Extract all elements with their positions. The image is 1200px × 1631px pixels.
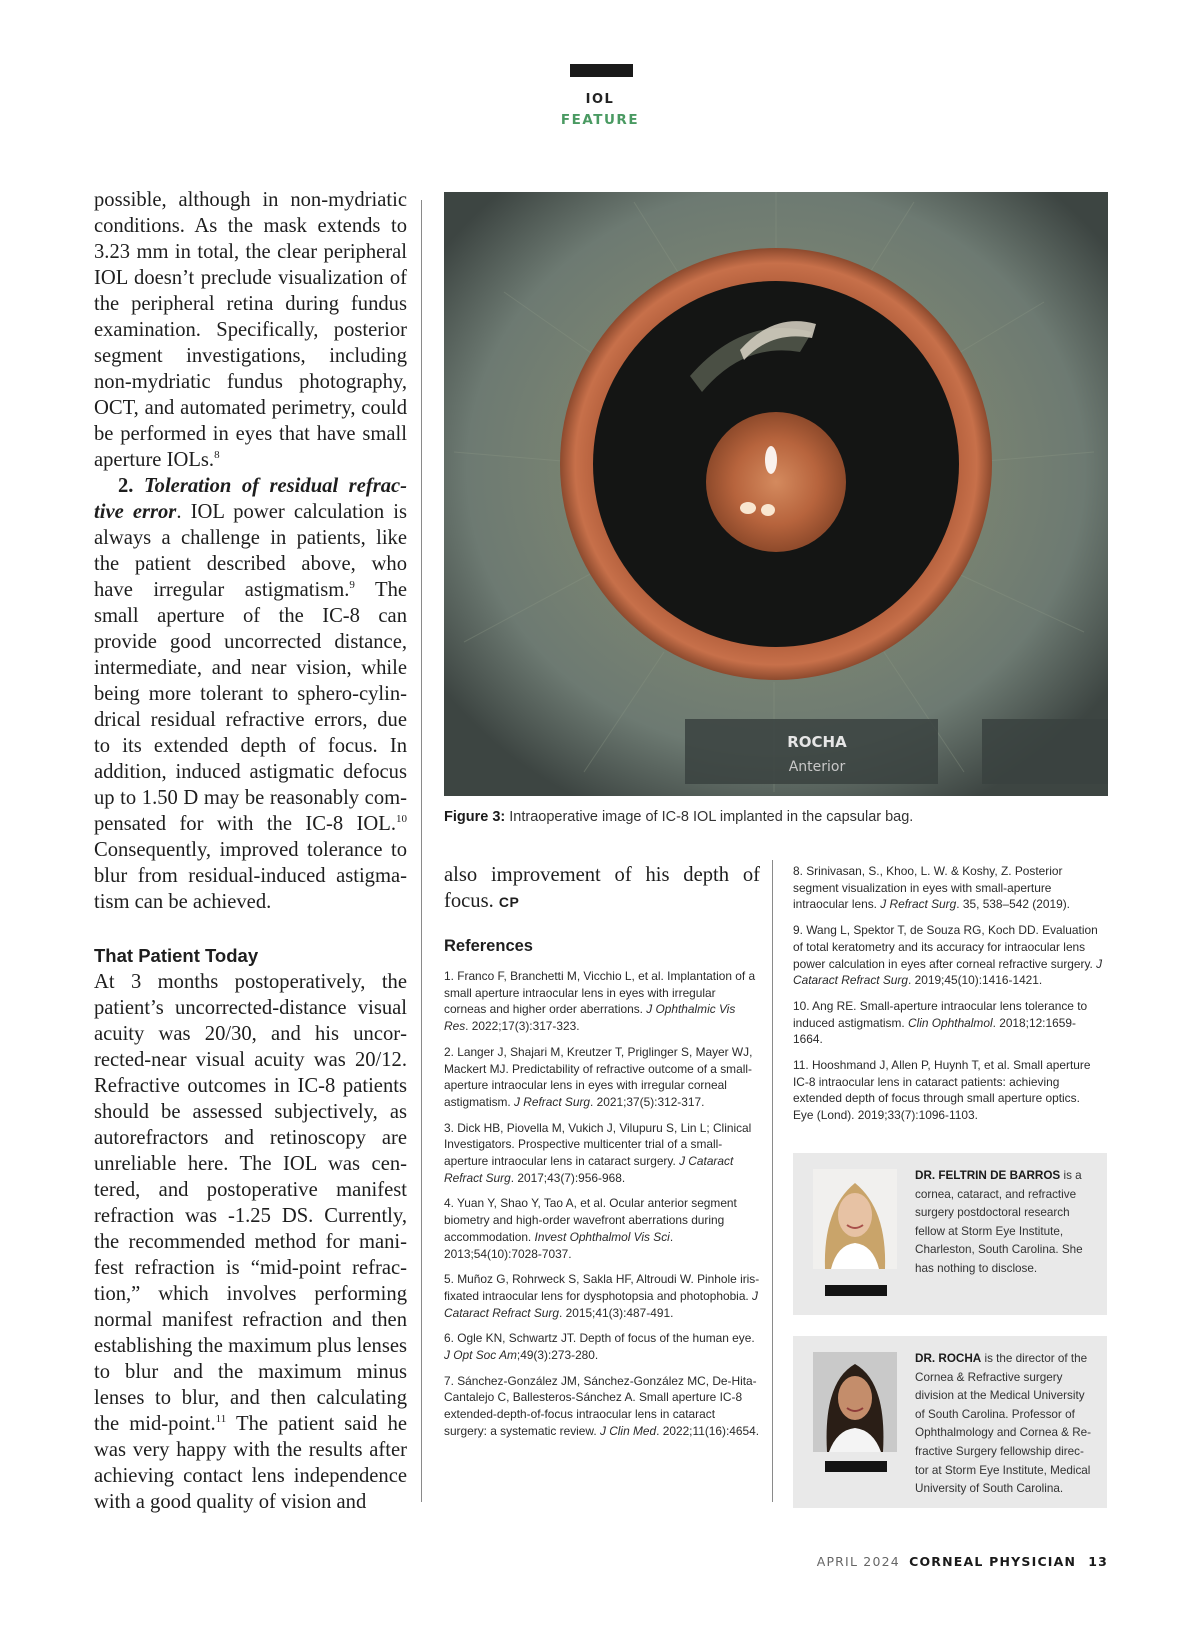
paragraph-text: possible, although in non-mydriatic conditions. As the mask extends to 3.23 mm in total, the clear peripheral IOL doesn’t preclude visualization of the peripheral retina during fundus examination. Specifically, posterior segment investigations, including non-mydriatic fundus photography, OCT, and automated perimetry, could be performed in eyes that have small aperture IOLs. <box>94 189 407 471</box>
page-number: 13 <box>1088 1554 1108 1569</box>
paragraph <box>94 187 407 473</box>
references-heading: References <box>444 937 533 955</box>
reference-list <box>793 863 1103 1133</box>
paragraph-text: Consequently, improved tolerance to blur from residual-induced astigmatism can be achieved. <box>94 839 407 913</box>
issue-date: APRIL 2024 <box>816 1554 900 1569</box>
caption-label: Figure 3: <box>444 809 506 825</box>
citation-mark: 11 <box>215 1413 227 1426</box>
paragraph-heading: Toleration of residual refractive error <box>94 475 408 523</box>
author-bio-text <box>915 1350 1093 1499</box>
citation-mark: 9 <box>349 579 355 592</box>
feature-label: FEATURE <box>560 112 640 128</box>
figure-caption <box>444 809 1108 825</box>
citation-mark: 10 <box>396 813 407 826</box>
column-divider <box>772 860 773 1502</box>
page-footer <box>817 1554 1108 1569</box>
author-photo <box>813 1169 897 1269</box>
body-column-middle <box>444 862 760 915</box>
reference-item: 4. Yuan Y, Shao Y, Tao A, et al. Ocular anterior segment biometry and high-order wavefront aberrations during accommodation. Invest Ophthalmol Vis Sci. 2013;54(10):7028-7037. <box>444 1196 737 1261</box>
paragraph <box>94 473 407 915</box>
reference-item: 8. Srinivasan, S., Khoo, L. W. & Koshy, Z. Posterior segment visualization in eyes with small-aperture intraocular lens. J Refract Surg. 35, 538–542 (2019). <box>793 864 1070 912</box>
reference-item: 6. Ogle KN, Schwartz JT. Depth of focus of the human eye. J Opt Soc Am;49(3):273-280. <box>444 1331 755 1363</box>
author-bio-card <box>793 1336 1107 1508</box>
paragraph-text: The patient said he was very happy with the results after achieving contact lens independence with a good quality of vision and <box>94 1413 408 1513</box>
iol-eye-image <box>444 192 1108 796</box>
reference-item: 3. Dick HB, Piovella M, Vukich J, Vilupuru S, Lin L; Clinical Investigators. Prospective multicenter trial of a small-aperture intraocular lens in cataract surgery. J Cataract Refract Surg. 2017;43(7):956-968. <box>444 1120 752 1185</box>
reference-item: 5. Muñoz G, Rohrweck S, Sakla HF, Altroudi W. Pinhole iris-fixated intraocular lens for dysphotopsia and photophobia. J Cataract Refract Surg. 2015;41(3):487-491. <box>444 1272 760 1320</box>
redaction-bar <box>825 1285 887 1296</box>
paragraph-text: The small aperture of the IC-8 can provide good uncorrected distance, intermediate, and near vision, while being more tolerant to sphero-cylindrical residual refractive errors, due to its extended depth of focus. In addition, induced astigmatic defocus up to 1.50 D may be reasonably compensated for with the IC-8 IOL. <box>94 579 408 835</box>
author-photo <box>813 1352 897 1452</box>
paragraph-text: At 3 months postoperatively, the patient’s uncorrected-distance visual acuity was 20/30, and his uncorrected-near visual acuity was 20/12. Refractive outcomes in IC-8 patients should be assessed subjectively, as autorefractors and retinoscopy are unreliable here. The IOL was centered, and postoperative manifest refraction was -1.25 DS. Currently, the recommended method for manifest refraction is “mid-point refraction,” which involves performing normal manifest refraction and then establishing the maximum plus lenses to blur and the maximum minus lenses to blur, and then calculating the mid-point. <box>94 971 407 1435</box>
section-label: IOL <box>585 92 615 107</box>
header-bar <box>570 64 633 77</box>
paragraph-text: also improvement of his depth of focus. <box>444 864 760 912</box>
author-bio-card <box>793 1153 1107 1315</box>
column-divider <box>421 200 422 1502</box>
overlay-sub: Anterior <box>788 759 846 775</box>
reference-item: 7. Sánchez-González JM, Sánchez-González MC, De-Hita-Cantalejo C, Ballesteros-Sánchez A. Small aperture IC-8 extended-depth-of-focus intraocular lens in cataract surgery: a systematic review. J Clin Med. 2022;11(16):4654. <box>444 1373 760 1438</box>
section-heading: That Patient Today <box>94 945 259 966</box>
reference-item: 9. Wang L, Spektor T, de Souza RG, Koch DD. Evaluation of total keratometry and its accuracy for intraocular lens power calculation in eyes after corneal refractive surgery. J Cataract Refract Surg. 2019;45(10):1416-1421. <box>793 923 1103 988</box>
list-number: 2. <box>118 475 144 497</box>
eye-photo <box>444 192 1108 796</box>
redaction-bar <box>825 1461 887 1472</box>
overlay-name: ROCHA <box>787 733 847 751</box>
paragraph-text: . IOL power calculation is always a challenge in patients, like the patient described above, who have irregular astigmatism. <box>94 501 408 601</box>
author-bio-text <box>915 1167 1093 1279</box>
paragraph <box>94 969 407 1515</box>
magazine-title: CORNEAL PHYSICIAN <box>909 1554 1077 1569</box>
reference-item: 10. Ang RE. Small-aperture intraocular lens tolerance to induced astigmatism. Clin Ophthalmol. 2018;12:1659-1664. <box>793 998 1088 1047</box>
reference-list <box>444 968 760 1449</box>
caption-text: Intraoperative image of IC-8 IOL implanted in the capsular bag. <box>505 809 914 825</box>
author-name: DR. ROCHA <box>915 1352 982 1365</box>
reference-item: 11. Hooshmand J, Allen P, Huynh T, et al. Small aperture IC-8 intraocular lens in cataract patients: achieving extended depth of focus through small aperture optics. Eye (Lond). 2019;33(7):1096-1103. <box>793 1058 1091 1123</box>
end-mark: CP <box>498 894 520 910</box>
body-column-left <box>94 187 407 1515</box>
reference-item: 2. Langer J, Shajari M, Kreutzer T, Priglinger S, Mayer WJ, Mackert MJ. Predictability of refractive outcome of a small-aperture intraocular lens in eyes with irregular corneal astigmatism. J Refract Surg. 2021;37(5):312-317. <box>444 1044 753 1109</box>
author-name: DR. FELTRIN DE BARROS <box>915 1169 1061 1182</box>
bio-description: is a cornea, cataract, and refractive surgery postdoctoral research fellow at Storm Eye Institute, Charleston, South Carolina. She has nothing to disclose. <box>915 1169 1083 1275</box>
citation-mark: 8 <box>214 449 220 462</box>
bio-description: is the director of the Cornea & Refractive surgery division at the Medical University of South Carolina. Professor of Ophthalmology and Cornea & Refractive Surgery fellowship director at Storm Eye Institute, Medical University of South Carolina. <box>915 1352 1092 1496</box>
reference-item: 1. Franco F, Branchetti M, Vicchio L, et al. Implantation of a small aperture intraocular lens in eyes with irregular corneas and higher order aberrations. J Ophthalmic Vis Res. 2022;17(3):317-323. <box>444 969 756 1034</box>
